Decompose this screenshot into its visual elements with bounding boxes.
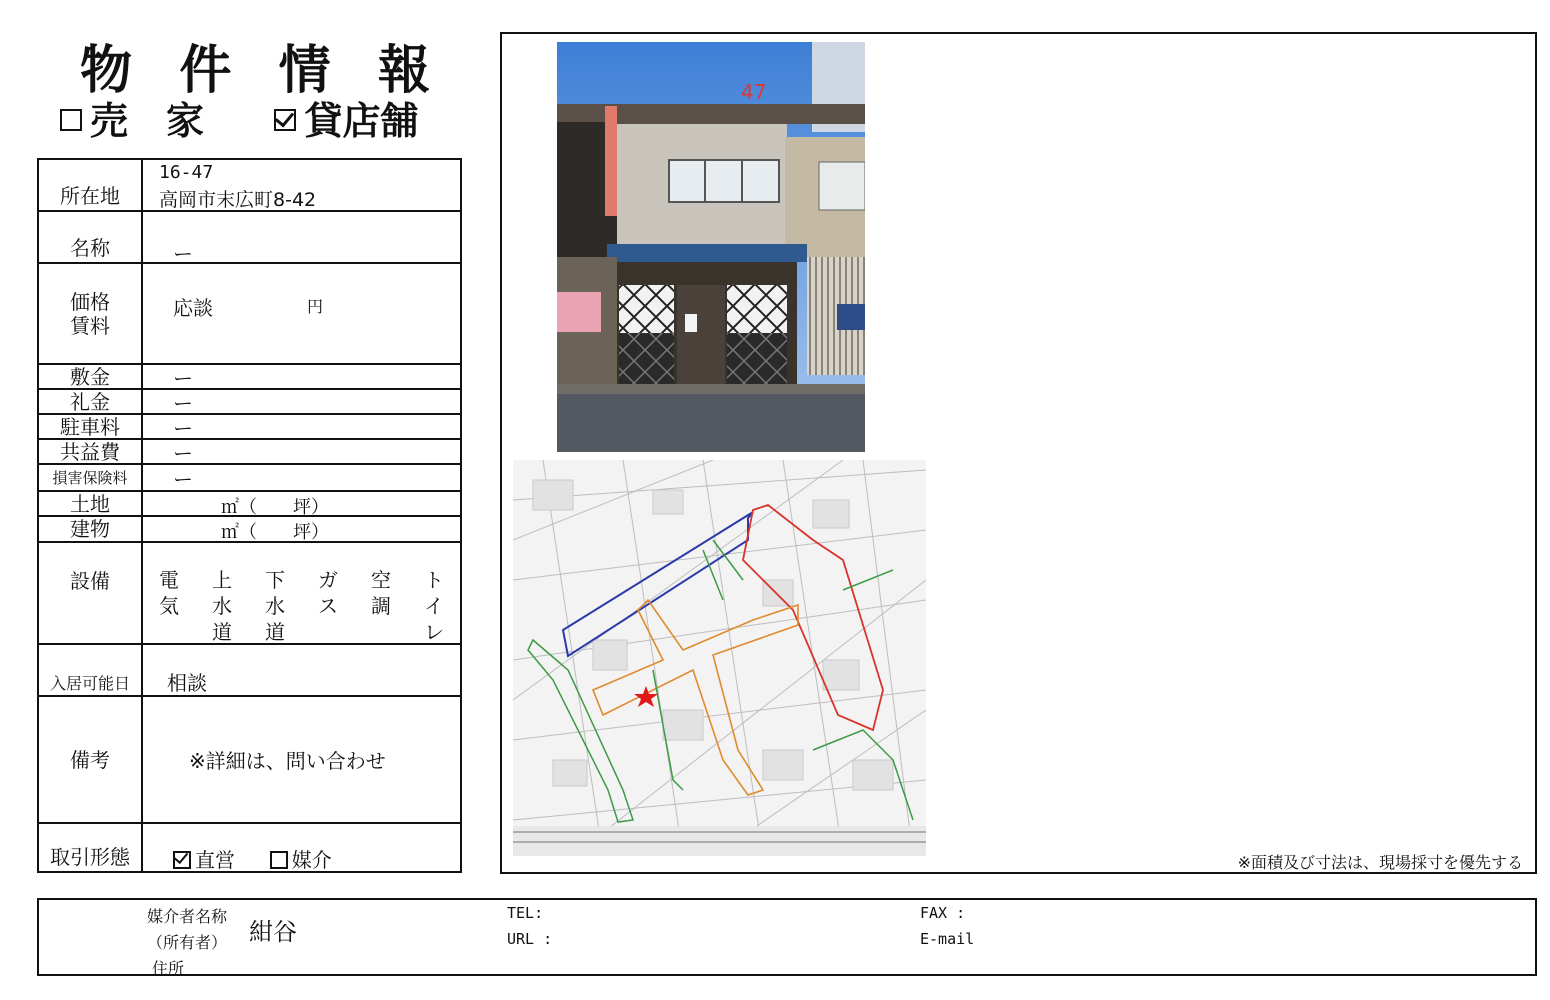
direct-label: 直営 <box>195 848 235 872</box>
equipment-char: 水 <box>212 594 232 618</box>
equipment-char: 上 <box>212 568 232 592</box>
deposit-value: ー <box>173 366 193 390</box>
parking-value: ー <box>173 416 193 440</box>
equipment-item <box>212 567 232 645</box>
insurance-label: 損害保険料 <box>39 465 143 490</box>
broker-checkbox[interactable] <box>270 851 288 869</box>
transaction-label: 取引形態 <box>39 824 143 871</box>
movein-label: 入居可能日 <box>39 645 143 695</box>
direct-checkbox[interactable] <box>173 851 191 869</box>
name-row <box>39 212 460 264</box>
building-label: 建物 <box>39 517 143 541</box>
tel-label: TEL: <box>507 904 544 922</box>
name-value: ー <box>173 242 193 266</box>
email-label: E-mail <box>920 930 975 948</box>
equipment-char: 道 <box>212 620 232 644</box>
equipment-row <box>39 543 460 645</box>
broker-label: 媒介 <box>291 848 332 872</box>
url-label: URL : <box>507 930 553 948</box>
remarks-row <box>39 697 460 824</box>
broker-label: 媒介者名称 <box>147 907 228 926</box>
parking-row <box>39 415 460 440</box>
transaction-row <box>39 824 460 871</box>
movein-value: 相談 <box>167 671 207 695</box>
insurance-value: ー <box>173 467 193 491</box>
location-line2: 高岡市末広町8-42 <box>159 189 317 211</box>
building-row <box>39 517 460 543</box>
name-label: 名称 <box>39 212 143 262</box>
key-money-label: 礼金 <box>39 390 143 413</box>
equipment-char: 空 <box>371 568 391 592</box>
equipment-char: 気 <box>159 594 179 618</box>
price-label-line1: 価格 <box>70 289 110 314</box>
title-char: 物 <box>80 41 133 101</box>
equipment-char: 電 <box>159 568 179 592</box>
equipment-char: レ <box>424 620 444 644</box>
transaction-options <box>173 844 332 873</box>
equipment-char: 水 <box>265 594 285 618</box>
equipment-item <box>318 567 338 619</box>
address-label: 住所 <box>152 959 185 978</box>
broker-name: 紺谷 <box>249 918 297 946</box>
measurement-note: ※面積及び寸法は、現場採寸を優先する <box>1237 853 1523 872</box>
equipment-item <box>159 567 179 619</box>
photo-number: 47 <box>741 80 767 104</box>
equipment-char: 道 <box>265 620 285 644</box>
price-unit: 円 <box>307 297 324 316</box>
rent-checkbox[interactable] <box>274 109 296 131</box>
sale-checkbox[interactable] <box>60 109 82 131</box>
parking-label: 駐車料 <box>39 415 143 438</box>
movein-row <box>39 645 460 697</box>
key-money-row <box>39 390 460 415</box>
price-row <box>39 264 460 365</box>
location-value <box>145 160 460 210</box>
remarks-value: ※詳細は、問い合わせ <box>189 749 386 773</box>
insurance-row <box>39 465 460 492</box>
land-row <box>39 492 460 517</box>
equipment-char: ト <box>424 568 444 592</box>
equipment-char: 下 <box>265 568 285 592</box>
equipment-item <box>265 567 285 645</box>
property-type-options <box>60 90 419 145</box>
common-fee-label: 共益費 <box>39 440 143 463</box>
key-money-value: ー <box>173 391 193 415</box>
price-label-line2: 賃料 <box>70 313 110 338</box>
title-char: 報 <box>377 41 430 101</box>
common-fee-row <box>39 440 460 465</box>
storefront-photo <box>557 42 865 452</box>
common-fee-value: ー <box>173 441 193 465</box>
equipment-list <box>145 543 460 643</box>
equipment-char: ガ <box>318 568 338 592</box>
location-map <box>513 460 926 856</box>
equipment-char: ス <box>318 594 338 618</box>
land-label: 土地 <box>39 492 143 515</box>
price-value: 応談 <box>173 296 213 320</box>
deposit-label: 敷金 <box>39 365 143 388</box>
land-area: ㎡（ 坪） <box>221 497 329 518</box>
owner-label: （所有者） <box>147 933 228 952</box>
broker-footer <box>37 898 1537 976</box>
equipment-label: 設備 <box>39 543 143 643</box>
building-area: ㎡（ 坪） <box>221 522 329 543</box>
title-char: 件 <box>179 41 232 101</box>
property-info-table <box>37 158 462 873</box>
remarks-label: 備考 <box>39 697 143 822</box>
sale-label: 売 家 <box>90 99 205 143</box>
fax-label: FAX : <box>920 904 966 922</box>
rent-label: 貸店舗 <box>304 99 419 143</box>
equipment-char: 調 <box>371 594 391 618</box>
deposit-row <box>39 365 460 390</box>
title-char: 情 <box>278 41 331 101</box>
price-label <box>39 264 143 363</box>
location-row <box>39 160 460 212</box>
equipment-item <box>424 567 444 645</box>
location-line1: 16-47 <box>159 162 214 183</box>
equipment-char: イ <box>424 594 444 618</box>
equipment-item <box>371 567 391 619</box>
location-label: 所在地 <box>39 160 143 210</box>
